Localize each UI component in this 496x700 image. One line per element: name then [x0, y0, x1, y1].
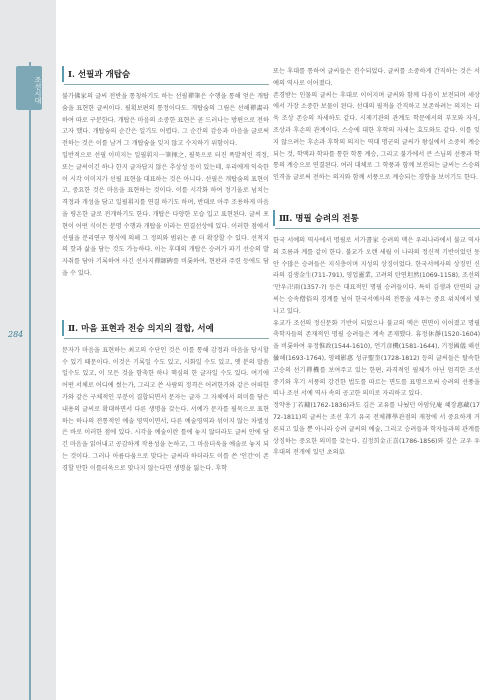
paragraph: 또는 후대를 통하여 글씨들은 전수되었다. 글씨를 소중하게 간직하는 것은 서예의 역사로 이어졌다. [273, 68, 480, 87]
section-heading-1: Ⅰ. 선필과 개탑숨 [62, 66, 269, 82]
section-heading-2: Ⅱ. 마음 표현과 전승 의지의 결합, 서예 [62, 320, 269, 336]
paragraph: 존경받는 인물의 글씨는 후대로 이어지며 글씨와 함께 다음이 보전되며 세상에서 가장 소중한 보물이 된다. 선대의 필적을 간직하고 보존하려는 의지는 더욱 조상 존승의 차세하도 같다. 시제기관의 관계도 학문에서의 부모와 자식, 조상과 후손의 관계이다. 스승에 대한 후학의 자세는 효도와도 같다. 이를 잊지 않으려는 후손과 후학의 의지는 역대 명군의 글씨가 왕실에서 소중히 계승되는 것, 학맥과 학파를 통한 학통 계승, 그리고 불가에서 큰 스님의 선풍과 학통의 계승으로 연결된다. 여러 대체로 그 학풍과 함께 보전되는 글씨는 스승의 인격을 글로써 전하는 의지와 함께 서풍으로 계승되는 경향을 보이기도 한다. [273, 91, 480, 182]
paragraph: 문자가 마음을 표현하는 최고의 수단인 것은 이를 통해 감정과 마음을 당시할 수 있기 때문이다. 이것은 기록일 수도 있고, 시화일 수도 있고, 옛 분의 말씀일수도 있고, 이 모든 것을 함축한 하나 핵심의 한 글자일 수도 있다. 여기에 어떤 서체로 어디에 썼는가, 그리고 쓴 사람의 정격은 어려한가와 같은 어떠한가와 같은 구체적인 부분이 결합되면서 문자는 글자 그 자체에서 의미를 담은 내용의 글씨로 확대하면서 다른 생명을 갖는다. 서예가 문자를 필묵으로 표현하는 하나의 전통적인 예술 영역이면서, 다른 예술영역과 섞이지 않는 차별성은 바로 이러한 점에 있다. 시각을 예술이란 틀에 놓지 않더라도 글씨 안에 담긴 마음을 읽어내고 공감하게 작용성을 논하고, 그 마음더욱을 예술로 놓지 되는 것이다. 그러나 아름다움으로 맞다는 글씨라 하더라도 이를 쓴 '인간'이 존경할 만한 이를더욱으로 맞나지 않는다면 생명을 잃는다. 후학 [62, 346, 269, 472]
left-column [62, 66, 269, 475]
paragraph: 한국 서예의 역사에서 명필로 서가書家 승려의 맥은 우리나라에서 불교 역사의 흐름과 계를 같이 한다. 불교가 오랜 세월 이 나라의 정신적 기반이었던 동안 수많은 승려들은 지식층이며 지성의 상징이었다. 한국서예사의 상징인 신라의 김생金生(711-791), 영업靈業, 고려의 탄연坦然(1069-1158), 조선의 '만우卍雨(1357-?) 등은 대표적인 명필 승려들이다. 특히 김생과 탄연의 글씨는 승속僧俗의 경계를 넘어 한국서예사의 전통을 세우는 중요 위치에서 빛나고 있다. [273, 236, 480, 315]
paragraph: 일반적으로 선필 이미지는 일필휘지一筆揮之, 필묵으로 터진 폭발적인 격정, 또는 글씨이긴 하나 한지 글자답지 않은 추상성 등이 있는데, 우리에게 익숙한 이 시각 이미지가 선필 표현을 대표하는 것은 아니다. 선필은 개탑숨의 표현이고, 중요한 것은 마음을 표현하는 것이다. 이를 시각화 하여 정기울로 넘치는 격정과 개성을 담고 일필휘지를 연결 하기도 하며, 반대로 아주 조용하게 마음을 평온한 글로 전개하기도 한다. 개탑은 다양한 모습 입고 표현된다. 글씨 포현이 어떤 식이든 분명 수행과 개탑을 이라는 연결선상에 있다. 이러한 점에서 선필을 분리연구 형식에 의해 그 정의와 범위는 좀 더 확장할 수 있다. 선적지의 핫과 삶을 담는 것도 가능하다. 이는 후대의 개탑은 승려가 파기 선승의 발자취를 담아 기록하여 사긴 선사지禪師碑를 비롯하여, 현판과 주련 등에도 담을 수 있다. [62, 151, 269, 277]
paragraph: 유교가 조선의 정신문화 기반이 되었으나 불교의 맥은 면면이 이어졌고 명필 축학자들의 존재적인 명필 승려들은 계속 존재했다. 휴정休靜(1520-1604)을 비롯하여 유정惟政(1544-1610), 언기彦機(1581-1644), 기정國儀 해선曇해(1693-1764), 영혜影惠 성규聖奎(1728-1812) 등의 글씨들은 탈속한 고승의 선기禪機를 보여주고 있는 한편, 과격적인 필체가 아닌 엄격한 조선 중기와 후기 서풍의 강건한 법도를 따르는 면도를 표명으로써 승려의 선풍을 띠나 조선 서예 역사 속의 공고한 의미로 자리하고 있다. [273, 319, 480, 398]
paragraph: 불가佛家의 글씨 전반을 통칭하기도 하는 선필禪筆은 수행을 통해 얻은 개탑숨을 표현한 글씨이다. 필획보편의 통정이다도. 개탑숨의 그림은 선해禪畵라 하여 따로 구분한다. 개탑은 마음의 소중한 표현은 곧 드러나는 방편으로 전하고자 했다. 개탑숨의 순간은 일기도 어렵다. 그 순간의 감응과 마음을 글로써 전하는 것은 이를 남겨 그 개탑숨을 잊지 않고 수지하기 위함이다. [62, 93, 269, 148]
chapter-tab: 조선시대 [16, 66, 42, 110]
right-column [273, 66, 480, 459]
margin-rule [29, 62, 31, 700]
section-heading-3: Ⅲ. 명필 승려의 전통 [273, 210, 480, 226]
paragraph: 정약용丁若鏞(1762-1836)과도 깊은 교유를 나눴던 아암兒庵 혜장惠藏(1772-1811)의 글씨는 조선 후기 유국 전체禪學관점의 재창에 서 중요하게 거론되고 있을 뿐 아니라 승려 글씨의 예술, 그리고 승려들과 학자들과의 관계를 상징하는 중요한 의미를 갖는다. 김정희金正喜(1786-1856)와 깊은 교우 우 후대의 전개에 있던 초의草 [273, 402, 480, 457]
page-number: 284 [8, 330, 24, 339]
